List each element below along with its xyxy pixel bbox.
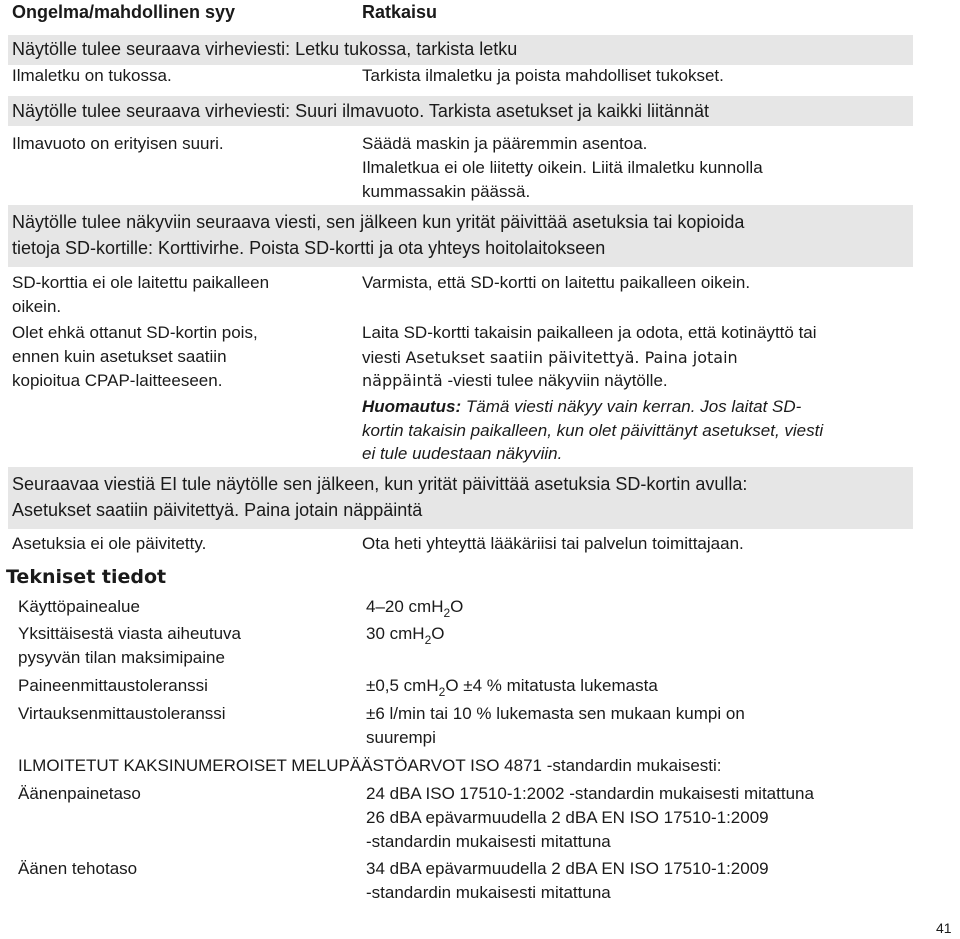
section-3-title-line-2: tietoja SD-kortille: Korttivirhe. Poista SD-kortti ja ota yhteys hoitolaitokseen (12, 238, 606, 258)
single-fault-sub: 2 (424, 633, 432, 647)
section-2-fix-line-1: Säädä maskin ja pääremmin asentoa. (362, 134, 648, 153)
section-3-row-1-cause-line-2: oikein. (12, 297, 62, 316)
page-number: 41 (936, 920, 952, 936)
section-3-title-line-1: Näytölle tulee näkyviin seuraava viesti, sen jälkeen kun yrität päivittää asetuksia tai kopioida (12, 212, 745, 232)
section-4-title-line-2: Asetukset saatiin päivitettyä. Paina jotain näppäintä (12, 500, 423, 520)
section-3-row-2-cause-line-2: ennen kuin asetukset saatiin (12, 347, 227, 366)
single-fault-label-line-2: pysyvän tilan maksimipaine (18, 648, 225, 667)
section-2-cause: Ilmavuoto on erityisen suuri. (12, 134, 224, 153)
sound-power-value-line-2: -standardin mukaisesti mitattuna (366, 883, 611, 902)
section-3-row-2-cause-line-1: Olet ehkä ottanut SD-kortin pois, (12, 323, 258, 342)
sound-pressure-value-line-3: -standardin mukaisesti mitattuna (366, 832, 611, 851)
sound-pressure-value-line-1: 24 dBA ISO 17510-1:2002 -standardin mukaisesti mitattuna (366, 784, 814, 803)
section-4-fix: Ota heti yhteyttä lääkäriisi tai palvelun toimittajaan. (362, 534, 744, 553)
sound-power-label: Äänen tehotaso (18, 859, 138, 878)
sound-pressure-label: Äänenpainetaso (18, 784, 141, 803)
pressure-range-sub: 2 (443, 606, 451, 620)
note-label: Huomautus: (362, 397, 462, 416)
pressure-range-label: Käyttöpainealue (18, 597, 140, 616)
section-4-title-line-1: Seuraavaa viestiä EI tule näytölle sen jälkeen, kun yrität päivittää asetuksia SD-kortin avulla: (12, 474, 748, 494)
single-fault-post: O (431, 624, 445, 643)
pressure-tol-value (366, 674, 658, 699)
section-3-row-2-fix-line-1: Laita SD-kortti takaisin paikalleen ja odota, että kotinäyttö tai (362, 323, 817, 342)
flow-tol-value-line-1: ±6 l/min tai 10 % lukemasta sen mukaan kumpi on (366, 704, 745, 723)
flow-tol-label: Virtauksenmittaustoleranssi (18, 704, 226, 723)
section-3-row-2-cause-line-3: kopioitua CPAP-laitteeseen. (12, 371, 223, 390)
section-2-title: Näytölle tulee seuraava virheviesti: Suuri ilmavuoto. Tarkista asetukset ja kaikki liitännät (12, 101, 709, 121)
section-3-row-2-fix-line-2 (362, 345, 738, 370)
section-2-fix-line-2: Ilmaletkua ei ole liitetty oikein. Liitä ilmaletku kunnolla (362, 158, 763, 177)
message-text-end: näppäintä (362, 371, 443, 390)
pressure-range-pre: 4–20 cmH (366, 597, 444, 616)
specs-heading: Tekniset tiedot (6, 566, 167, 588)
section-1-fix: Tarkista ilmaletku ja poista mahdolliset tukokset. (362, 66, 724, 85)
fix-text: viesti (362, 348, 406, 367)
section-3-row-1-cause-line-1: SD-korttia ei ole laitettu paikalleen (12, 273, 270, 292)
pressure-tol-post: O ±4 % mitatusta lukemasta (445, 676, 658, 695)
pressure-tol-pre: ±0,5 cmH (366, 676, 439, 695)
single-fault-pre: 30 cmH (366, 624, 425, 643)
pressure-range-post: O (450, 597, 464, 616)
pressure-tol-label: Paineenmittaustoleranssi (18, 676, 208, 695)
sound-power-value-line-1: 34 dBA epävarmuudella 2 dBA EN ISO 17510-1:2009 (366, 859, 769, 878)
section-1-title: Näytölle tulee seuraava virheviesti: Letku tukossa, tarkista letku (12, 39, 518, 59)
pressure-range-value (366, 595, 463, 620)
sound-pressure-value-line-2: 26 dBA epävarmuudella 2 dBA EN ISO 17510-1:2009 (366, 808, 769, 827)
section-4-cause: Asetuksia ei ole päivitetty. (12, 534, 207, 553)
section-3-row-2-fix-line-3 (362, 369, 668, 393)
note-line-1 (362, 395, 801, 419)
note-text-1: Tämä viesti näkyy vain kerran. Jos laitat SD- (461, 397, 802, 416)
note-line-2: kortin takaisin paikalleen, kun olet päivittänyt asetukset, viesti (362, 421, 824, 440)
section-2-fix-line-3: kummassakin päässä. (362, 182, 531, 201)
flow-tol-value-line-2: suurempi (366, 728, 436, 747)
problem-column-header: Ongelma/mahdollinen syy (12, 2, 236, 22)
single-fault-value (366, 622, 445, 647)
section-1-cause: Ilmaletku on tukossa. (12, 66, 172, 85)
pressure-tol-sub: 2 (438, 685, 446, 699)
solution-column-header: Ratkaisu (362, 2, 438, 22)
single-fault-label-line-1: Yksittäisestä viasta aiheutuva (18, 624, 242, 643)
section-3-row-1-fix: Varmista, että SD-kortti on laitettu paikalleen oikein. (362, 273, 751, 292)
message-text: Asetukset saatiin päivitettyä. Paina jotain (405, 348, 738, 367)
fix-text-end: -viesti tulee näkyviin näytölle. (442, 371, 668, 390)
note-line-3: ei tule uudestaan näkyviin. (362, 444, 563, 463)
noise-heading: ILMOITETUT KAKSINUMEROISET MELUPÄÄSTÖARVOT ISO 4871 -standardin mukaisesti: (18, 756, 722, 775)
